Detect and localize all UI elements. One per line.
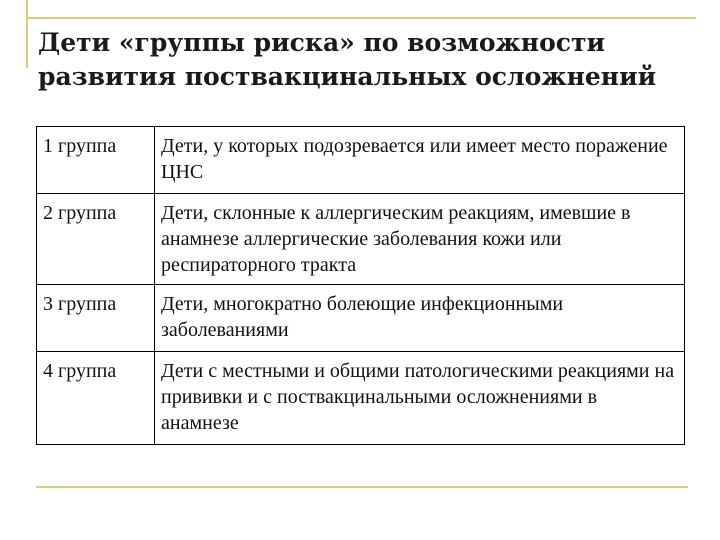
title-line-2: развития поствакцинальных осложнений <box>38 62 657 91</box>
table-row <box>37 127 685 194</box>
top-rule <box>26 17 696 19</box>
table-row <box>37 285 685 352</box>
slide-title <box>38 26 698 94</box>
table-row <box>37 194 685 285</box>
title-line-1: Дети «группы риска» по возможности <box>38 28 606 57</box>
bottom-rule <box>36 486 688 488</box>
left-rule <box>26 0 28 68</box>
group-label: 4 группа <box>37 352 155 445</box>
risk-groups-table <box>36 126 685 445</box>
table-row <box>37 352 685 445</box>
group-description: Дети, склонные к аллергическим реакциям, имевшие в анамнезе аллергические заболевания кожи или респираторного тракта <box>155 194 685 285</box>
group-label: 1 группа <box>37 127 155 194</box>
group-description: Дети, многократно болеющие инфекционными заболеваниями <box>155 285 685 352</box>
group-description: Дети, у которых подозревается или имеет место поражение ЦНС <box>155 127 685 194</box>
group-label: 3 группа <box>37 285 155 352</box>
group-label: 2 группа <box>37 194 155 285</box>
group-description: Дети с местными и общими патологическими реакциями на прививки и с поствакцинальными осложнениями в анамнезе <box>155 352 685 445</box>
